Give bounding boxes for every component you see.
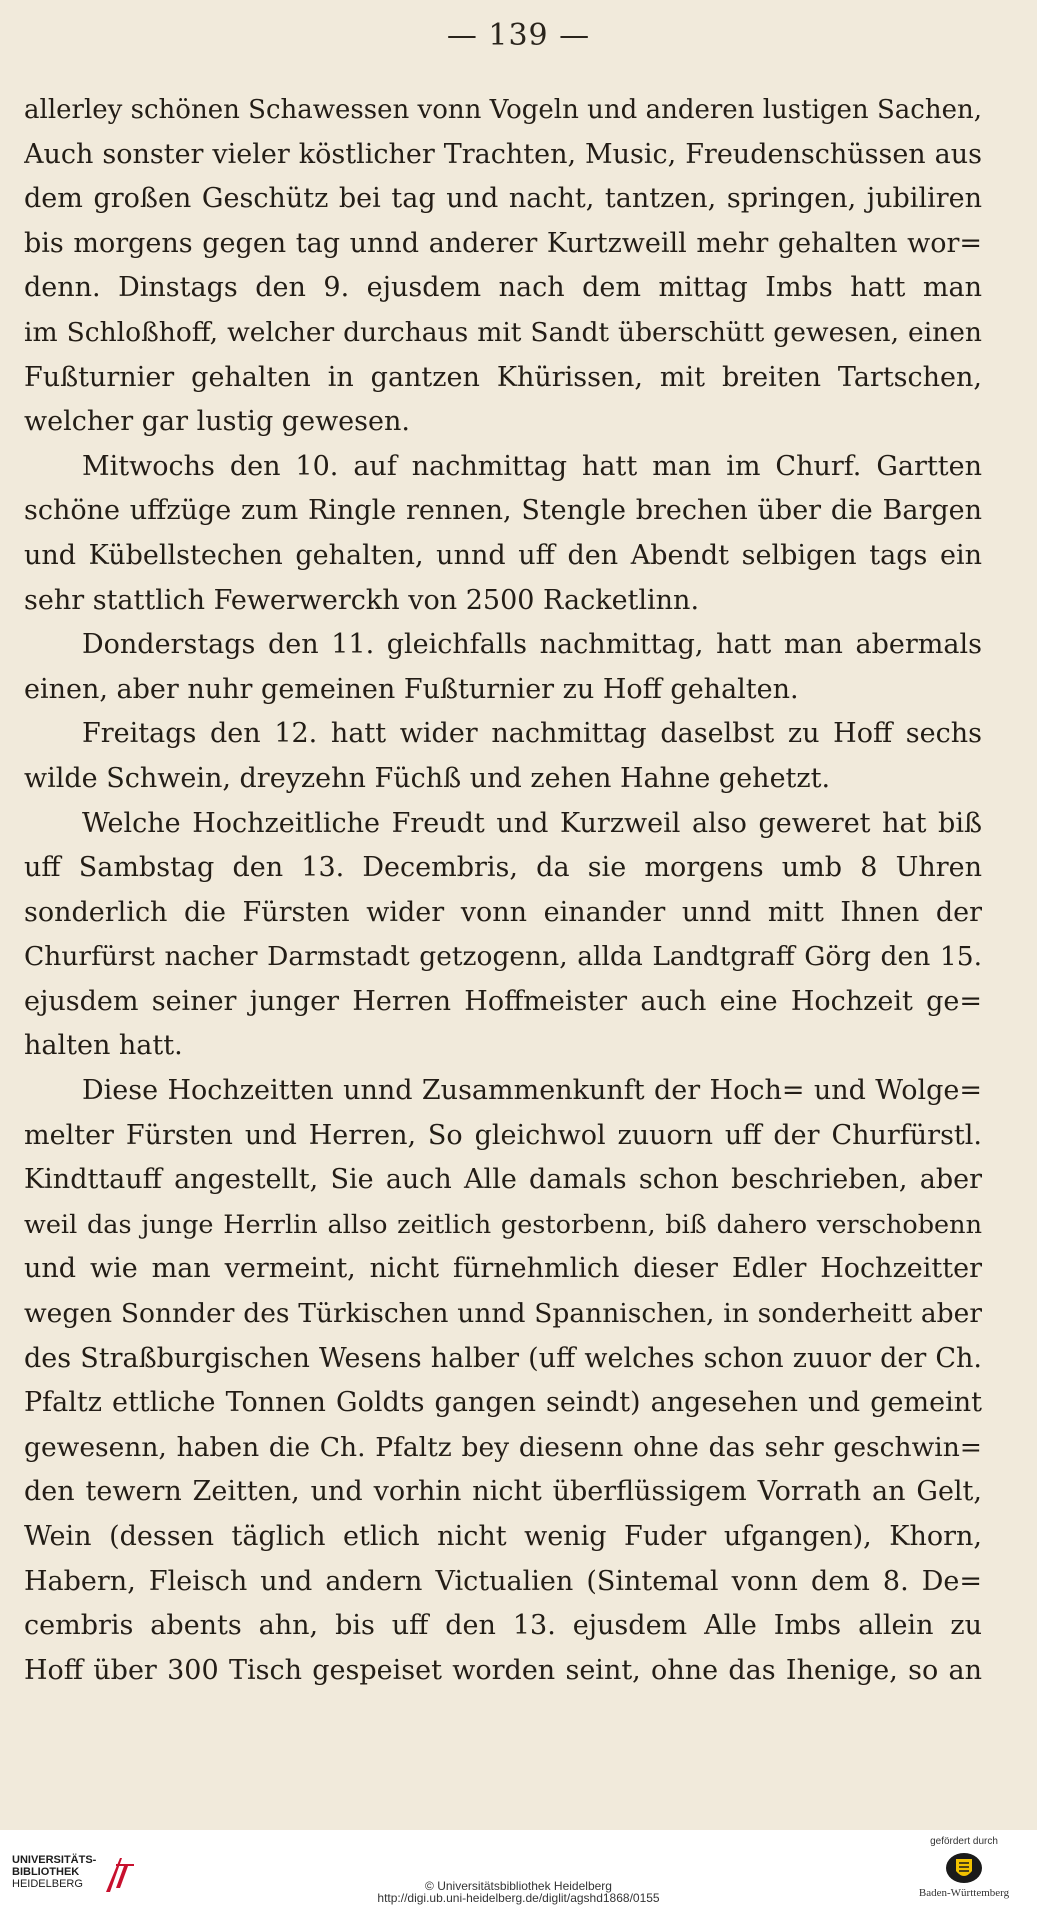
text-line: sonderlich die Fürsten wider vonn einander unnd mitt Ihnen der (24, 896, 982, 928)
text-line: einen, aber nuhr gemeinen Fußturnier zu Hoff gehalten. (24, 673, 799, 705)
text-line: und Kübellstechen gehalten, unnd uff den Abendt selbigen tags ein (24, 539, 982, 571)
text-line: im Schloßhoff, welcher durchaus mit Sandt überschütt gewesen, einen (24, 316, 982, 348)
uni-line-3: HEIDELBERG (12, 1878, 83, 1890)
text-line: Mitwochs den 10. auf nachmittag hatt man im Churf. Gartten (82, 450, 982, 482)
baden-wuerttemberg-crest-icon (944, 1851, 984, 1885)
page-number: — 139 — (446, 18, 591, 53)
text-line: bis morgens gegen tag unnd anderer Kurtzweill mehr gehalten wor= (24, 227, 982, 259)
text-line: sehr stattlich Fewerwerckh von 2500 Racketlinn. (24, 584, 700, 616)
text-line: Kindttauff angestellt, Sie auch Alle damals schon beschrieben, aber (24, 1164, 982, 1196)
uni-line-1: UNIVERSITÄTS- (12, 1854, 97, 1866)
text-line: Pfaltz ettliche Tonnen Goldts gangen seindt) angesehen und gemeint (24, 1387, 982, 1419)
funding-notice (909, 1836, 1019, 1899)
text-line: melter Fürsten und Herren, So gleichwol zuuorn uff der Churfürstl. (24, 1119, 982, 1151)
text-line: weil das junge Herrlin allso zeitlich gestorbenn, biß dahero verschobenn (24, 1209, 982, 1240)
state-name: Baden-Württemberg (918, 1887, 1010, 1899)
text-line: denn. Dinstags den 9. ejusdem nach dem mittag Imbs hatt man (24, 272, 982, 304)
text-line: Churfürst nacher Darmstadt getzogenn, allda Landtgraff Görg den 15. (24, 941, 982, 973)
text-line: wilde Schwein, dreyzehn Füchß und zehen Hahne gehetzt. (24, 762, 831, 794)
uni-line-2: BIBLIOTHEK (12, 1866, 80, 1878)
text-line: cembris abents ahn, bis uff den 13. ejusdem Alle Imbs allein zu (24, 1610, 982, 1642)
text-line: Habern, Fleisch und andern Victualien (Sintemal vonn dem 8. De= (24, 1565, 982, 1597)
text-line: Fußturnier gehalten in gantzen Khürissen, mit breiten Tartschen, (24, 361, 982, 393)
text-line: Hoff über 300 Tisch gespeiset worden seint, ohne das Ihenige, so an (24, 1654, 982, 1686)
text-line: Auch sonster vieler köstlicher Trachten, Music, Freudenschüssen aus (24, 138, 982, 170)
text-line: des Straßburgischen Wesens halber (uff welches schon zuuor der Ch. (24, 1342, 982, 1374)
text-line: Wein (dessen täglich etlich nicht wenig Fuder ufgangen), Khorn, (24, 1521, 982, 1552)
text-line: Diese Hochzeitten unnd Zusammenkunft der Hoch= und Wolge= (82, 1075, 982, 1107)
text-line: uff Sambstag den 13. Decembris, da sie morgens umb 8 Uhren (24, 852, 982, 884)
footer (0, 1830, 1037, 1904)
text-line: dem großen Geschütz bei tag und nacht, tantzen, springen, jubiliren (24, 183, 982, 215)
text-line: Welche Hochzeitliche Freudt und Kurzweil also geweret hat biß (82, 807, 982, 839)
text-line: welcher gar lustig gewesen. (24, 406, 410, 438)
text-line: ejusdem seiner junger Herren Hoffmeister auch eine Hochzeit ge= (24, 985, 982, 1017)
text-line: und wie man vermeint, nicht fürnehmlich dieser Edler Hochzeitter (24, 1253, 982, 1285)
text-line: wegen Sonnder des Türkischen unnd Spannischen, in sonderheitt aber (24, 1298, 982, 1330)
copyright-notice: © Universitätsbibliothek Heidelberg (425, 1879, 612, 1893)
text-line: halten hatt. (24, 1030, 183, 1062)
text-line: gewesenn, haben die Ch. Pfaltz bey diesenn ohne das sehr geschwin= (24, 1431, 982, 1463)
body-text (24, 88, 982, 1693)
funded-by-label: gefördert durch (930, 1836, 998, 1847)
permalink-url[interactable]: http://digi.ub.uni-heidelberg.de/diglit/agshd1868/0155 (377, 1891, 660, 1905)
text-line: allerley schönen Schawessen vonn Vogeln und anderen lustigen Sachen, (24, 95, 982, 125)
text-line: Donderstags den 11. gleichfalls nachmittag, hatt man abermals (82, 629, 982, 661)
text-line: schöne uffzüge zum Ringle rennen, Stengle brechen über die Bargen (24, 495, 982, 527)
text-line: den tewern Zeitten, und vorhin nicht überflüssigem Vorrath an Gelt, (24, 1476, 982, 1508)
text-line: Freitags den 12. hatt wider nachmittag daselbst zu Hoff sechs (82, 718, 982, 750)
